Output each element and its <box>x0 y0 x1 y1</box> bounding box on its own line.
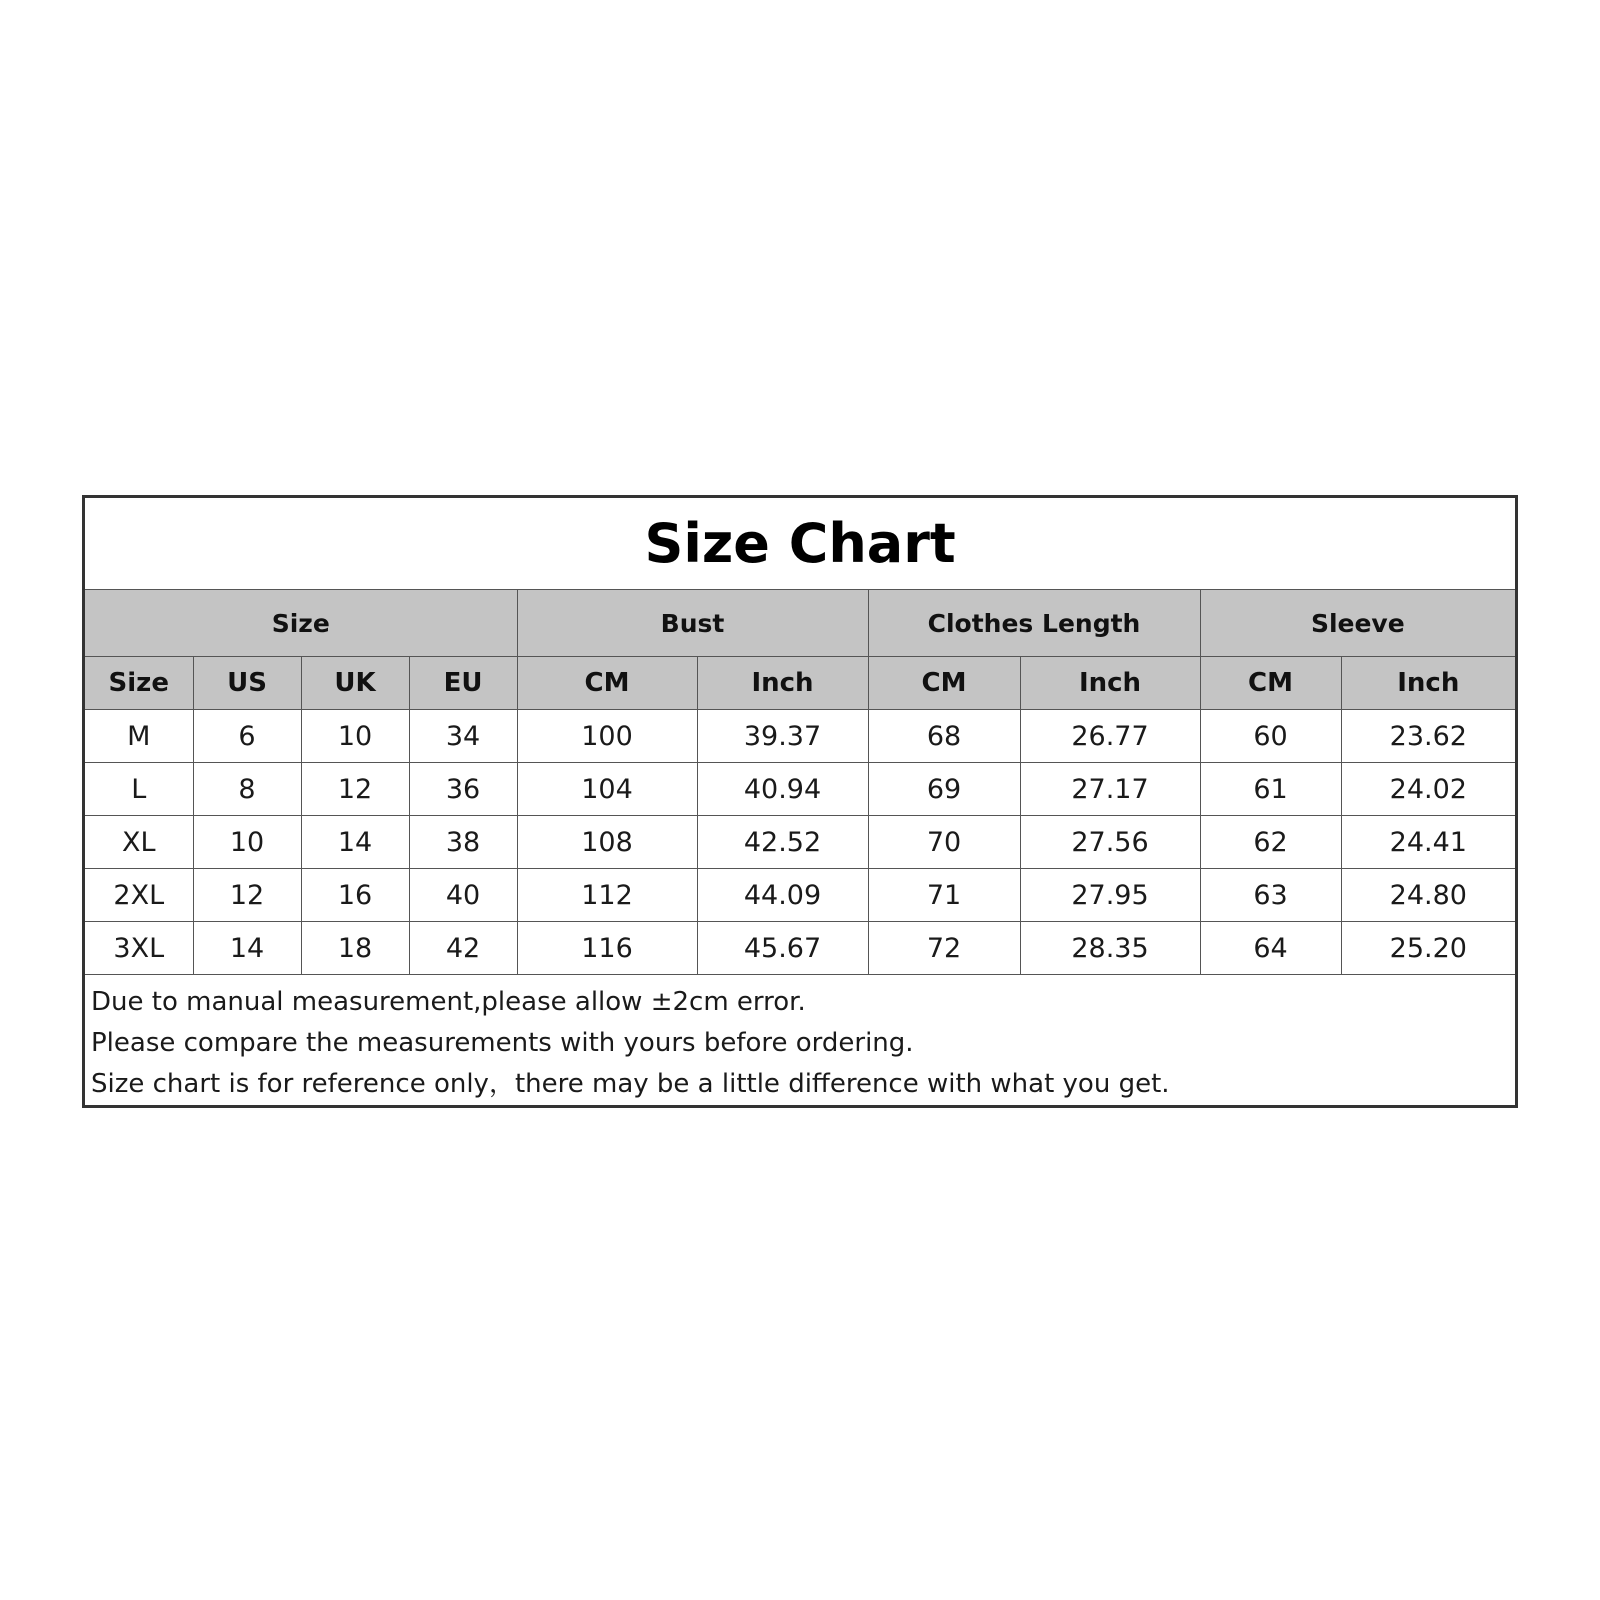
table-cell: 3XL <box>85 922 193 975</box>
table-cell: 27.56 <box>1020 816 1200 869</box>
table-cell: 14 <box>193 922 301 975</box>
table-cell: 71 <box>868 869 1020 922</box>
notes <box>91 982 1501 1105</box>
table-cell: 116 <box>517 922 697 975</box>
table-cell: 8 <box>193 763 301 816</box>
table-cell: 6 <box>193 710 301 763</box>
table-cell: 27.95 <box>1020 869 1200 922</box>
table-cell: 60 <box>1200 710 1341 763</box>
group-header-bust: Bust <box>517 590 868 657</box>
table-cell: 44.09 <box>697 869 868 922</box>
note-line: Please compare the measurements with yours before ordering. <box>91 1028 914 1058</box>
table-cell: 27.17 <box>1020 763 1200 816</box>
table-cell: 69 <box>868 763 1020 816</box>
note-line: Size chart is for reference only，there may be a little difference with what you get. <box>91 1069 1170 1099</box>
column-header-sleeve-inch: Inch <box>1341 657 1515 710</box>
table-cell: XL <box>85 816 193 869</box>
table-cell: L <box>85 763 193 816</box>
table-cell: 104 <box>517 763 697 816</box>
group-header-size: Size <box>85 590 517 657</box>
table-cell: 61 <box>1200 763 1341 816</box>
column-header-bust-cm: CM <box>517 657 697 710</box>
note-line: Due to manual measurement,please allow ±2cm error. <box>91 987 806 1017</box>
table-row <box>85 710 1515 763</box>
table-cell: 39.37 <box>697 710 868 763</box>
table-cell: 42 <box>409 922 517 975</box>
table-cell: 70 <box>868 816 1020 869</box>
column-header-length-cm: CM <box>868 657 1020 710</box>
table-cell: 18 <box>301 922 409 975</box>
table-cell: 24.41 <box>1341 816 1515 869</box>
size-chart-table <box>85 498 1515 975</box>
table-cell: 10 <box>301 710 409 763</box>
table-cell: 34 <box>409 710 517 763</box>
chart-title: Size Chart <box>85 498 1515 590</box>
table-cell: 23.62 <box>1341 710 1515 763</box>
table-cell: 45.67 <box>697 922 868 975</box>
table-cell: 26.77 <box>1020 710 1200 763</box>
group-header-row <box>85 590 1515 657</box>
table-cell: 25.20 <box>1341 922 1515 975</box>
size-chart <box>82 495 1518 1108</box>
table-cell: 100 <box>517 710 697 763</box>
table-cell: 68 <box>868 710 1020 763</box>
table-cell: 40 <box>409 869 517 922</box>
table-cell: 12 <box>193 869 301 922</box>
table-cell: 38 <box>409 816 517 869</box>
table-row <box>85 816 1515 869</box>
table-cell: 72 <box>868 922 1020 975</box>
table-cell: 2XL <box>85 869 193 922</box>
table-cell: 12 <box>301 763 409 816</box>
table-cell: 10 <box>193 816 301 869</box>
column-header-eu: EU <box>409 657 517 710</box>
table-cell: 42.52 <box>697 816 868 869</box>
group-header-clothes-length: Clothes Length <box>868 590 1200 657</box>
table-row <box>85 922 1515 975</box>
table-cell: 40.94 <box>697 763 868 816</box>
table-cell: 108 <box>517 816 697 869</box>
table-cell: 28.35 <box>1020 922 1200 975</box>
table-cell: M <box>85 710 193 763</box>
table-row <box>85 869 1515 922</box>
table-cell: 64 <box>1200 922 1341 975</box>
column-header-sleeve-cm: CM <box>1200 657 1341 710</box>
column-header-uk: UK <box>301 657 409 710</box>
table-cell: 36 <box>409 763 517 816</box>
table-cell: 62 <box>1200 816 1341 869</box>
table-cell: 24.80 <box>1341 869 1515 922</box>
table-row <box>85 763 1515 816</box>
column-header-us: US <box>193 657 301 710</box>
table-cell: 63 <box>1200 869 1341 922</box>
group-header-sleeve: Sleeve <box>1200 590 1515 657</box>
table-cell: 24.02 <box>1341 763 1515 816</box>
table-cell: 16 <box>301 869 409 922</box>
column-header-bust-inch: Inch <box>697 657 868 710</box>
column-header-length-inch: Inch <box>1020 657 1200 710</box>
column-header-row <box>85 657 1515 710</box>
table-cell: 14 <box>301 816 409 869</box>
table-cell: 112 <box>517 869 697 922</box>
column-header-size: Size <box>85 657 193 710</box>
